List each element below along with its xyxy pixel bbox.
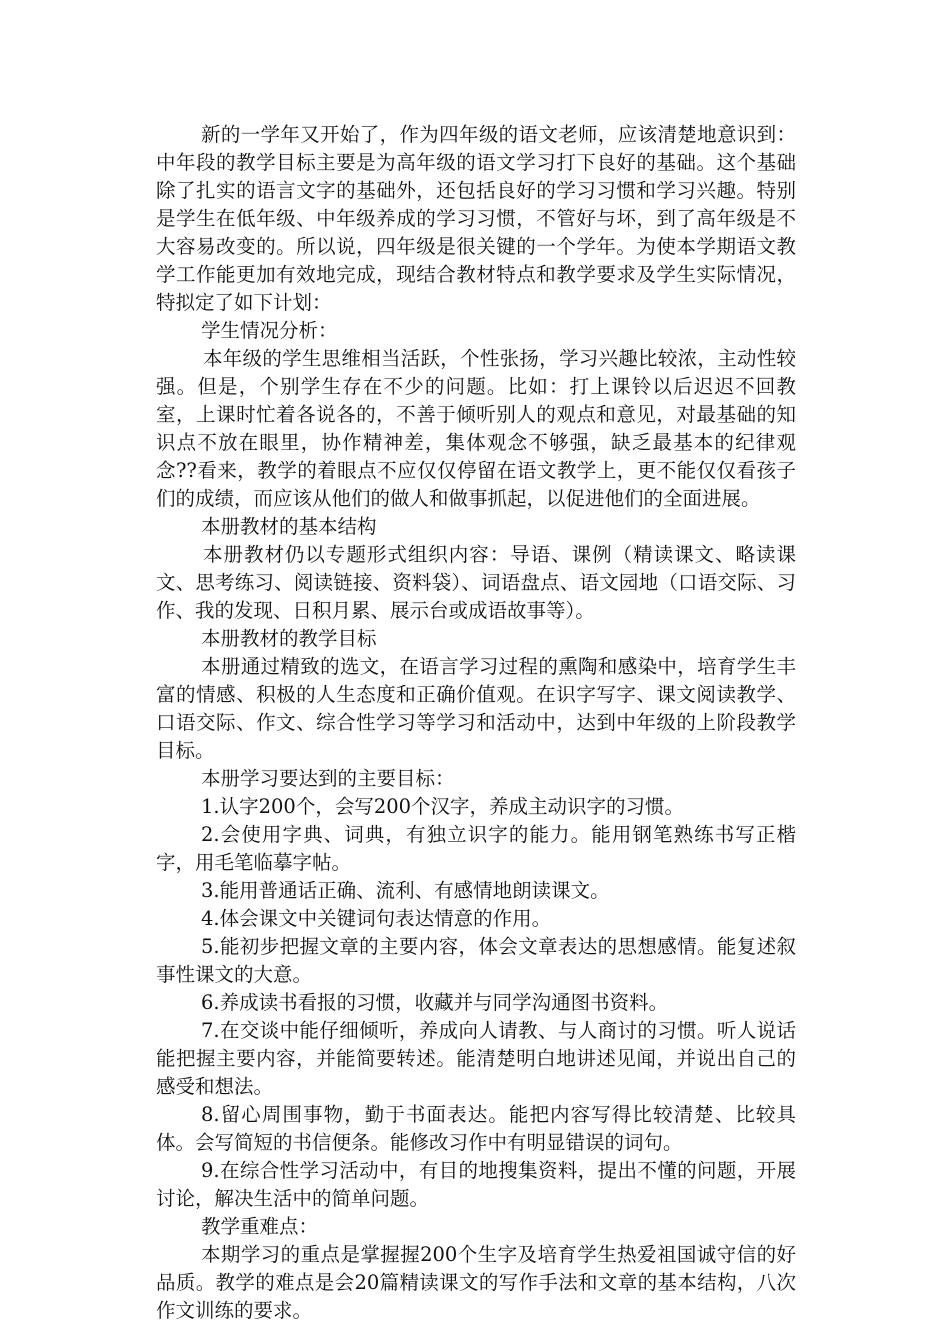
document-body <box>156 121 796 1325</box>
goal-item-4: 4.体会课文中关键词句表达情意的作用。 <box>201 907 552 930</box>
intro-paragraph: 新的一学年又开始了，作为四年级的语文老师，应该清楚地意识到：中年段的教学目标主要是为高年级的语文学习打下良好的基础。这个基础除了扎实的语言文字的基础外，还包括良好的学习习惯和学习兴趣。特别是学生在低年级、中年级养成的学习习惯，不管好与坏，到了高年级是不大容易改变的。所以说，四年级是很关键的一个学年。为使本学期语文教学工作能更加有效地完成，现结合教材特点和教学要求及学生实际情况，特拟定了如下计划： <box>156 123 796 314</box>
section-heading-key-points: 教学重难点： <box>201 1215 319 1238</box>
goal-item-5: 5.能初步把握文章的主要内容，体会文章表达的思想感情。能复述叙事性课文的大意。 <box>156 935 796 986</box>
section-heading-textbook-structure: 本册教材的基本结构 <box>201 515 377 538</box>
goal-item-7: 7.在交谈中能仔细倾听，养成向人请教、与人商讨的习惯。听人说话能把握主要内容，并能简要转述。能清楚明白地讲述见闻，并说出自己的感受和想法。 <box>156 1019 796 1098</box>
section-heading-main-goals: 本册学习要达到的主要目标： <box>201 767 455 790</box>
goal-item-8: 8.留心周围事物，勤于书面表达。能把内容写得比较清楚、比较具体。会写简短的书信便条。能修改习作中有明显错误的词句。 <box>156 1103 796 1154</box>
student-analysis-paragraph: 本年级的学生思维相当活跃，个性张扬，学习兴趣比较浓，主动性较强。但是，个别学生存在不少的问题。比如：打上课铃以后迟迟不回教室，上课时忙着各说各的，不善于倾听别人的观点和意见，对最基础的知识点不放在眼里，协作精神差，集体观念不够强，缺乏最基本的纪律观念??看来，教学的着眼点不应仅仅停留在语文教学上，更不能仅仅看孩子们的成绩，而应该从他们的做人和做事抓起，以促进他们的全面进展。 <box>156 347 796 510</box>
goal-item-9: 9.在综合性学习活动中，有目的地搜集资料，提出不懂的问题，开展讨论，解决生活中的简单问题。 <box>156 1159 796 1210</box>
teaching-goals-paragraph: 本册通过精致的选文，在语言学习过程的熏陶和感染中，培育学生丰富的情感、积极的人生态度和正确价值观。在识字写字、课文阅读教学、口语交际、作文、综合性学习等学习和活动中，达到中年级的上阶段教学目标。 <box>156 655 796 762</box>
textbook-structure-paragraph: 本册教材仍以专题形式组织内容：导语、课例（精读课文、略读课文、思考练习、阅读链接、资料袋）、词语盘点、语文园地（口语交际、习作、我的发现、日积月累、展示台或成语故事等）。 <box>156 543 796 622</box>
goal-item-3: 3.能用普通话正确、流利、有感情地朗读课文。 <box>201 879 610 902</box>
goal-item-6: 6.养成读书看报的习惯，收藏并与同学沟通图书资料。 <box>201 991 669 1014</box>
section-heading-student-analysis: 学生情况分析： <box>201 319 338 342</box>
goal-item-1: 1.认字200个，会写200个汉字，养成主动识字的习惯。 <box>201 795 685 818</box>
key-points-paragraph: 本期学习的重点是掌握握200个生字及培育学生热爱祖国诚守信的好品质。教学的难点是会20篇精读课文的写作手法和文章的基本结构，八次作文训练的要求。 <box>156 1243 796 1322</box>
section-heading-teaching-goals: 本册教材的教学目标 <box>201 627 377 650</box>
goal-item-2: 2.会使用字典、词典，有独立识字的能力。能用钢笔熟练书写正楷字，用毛笔临摹字帖。 <box>156 823 796 874</box>
